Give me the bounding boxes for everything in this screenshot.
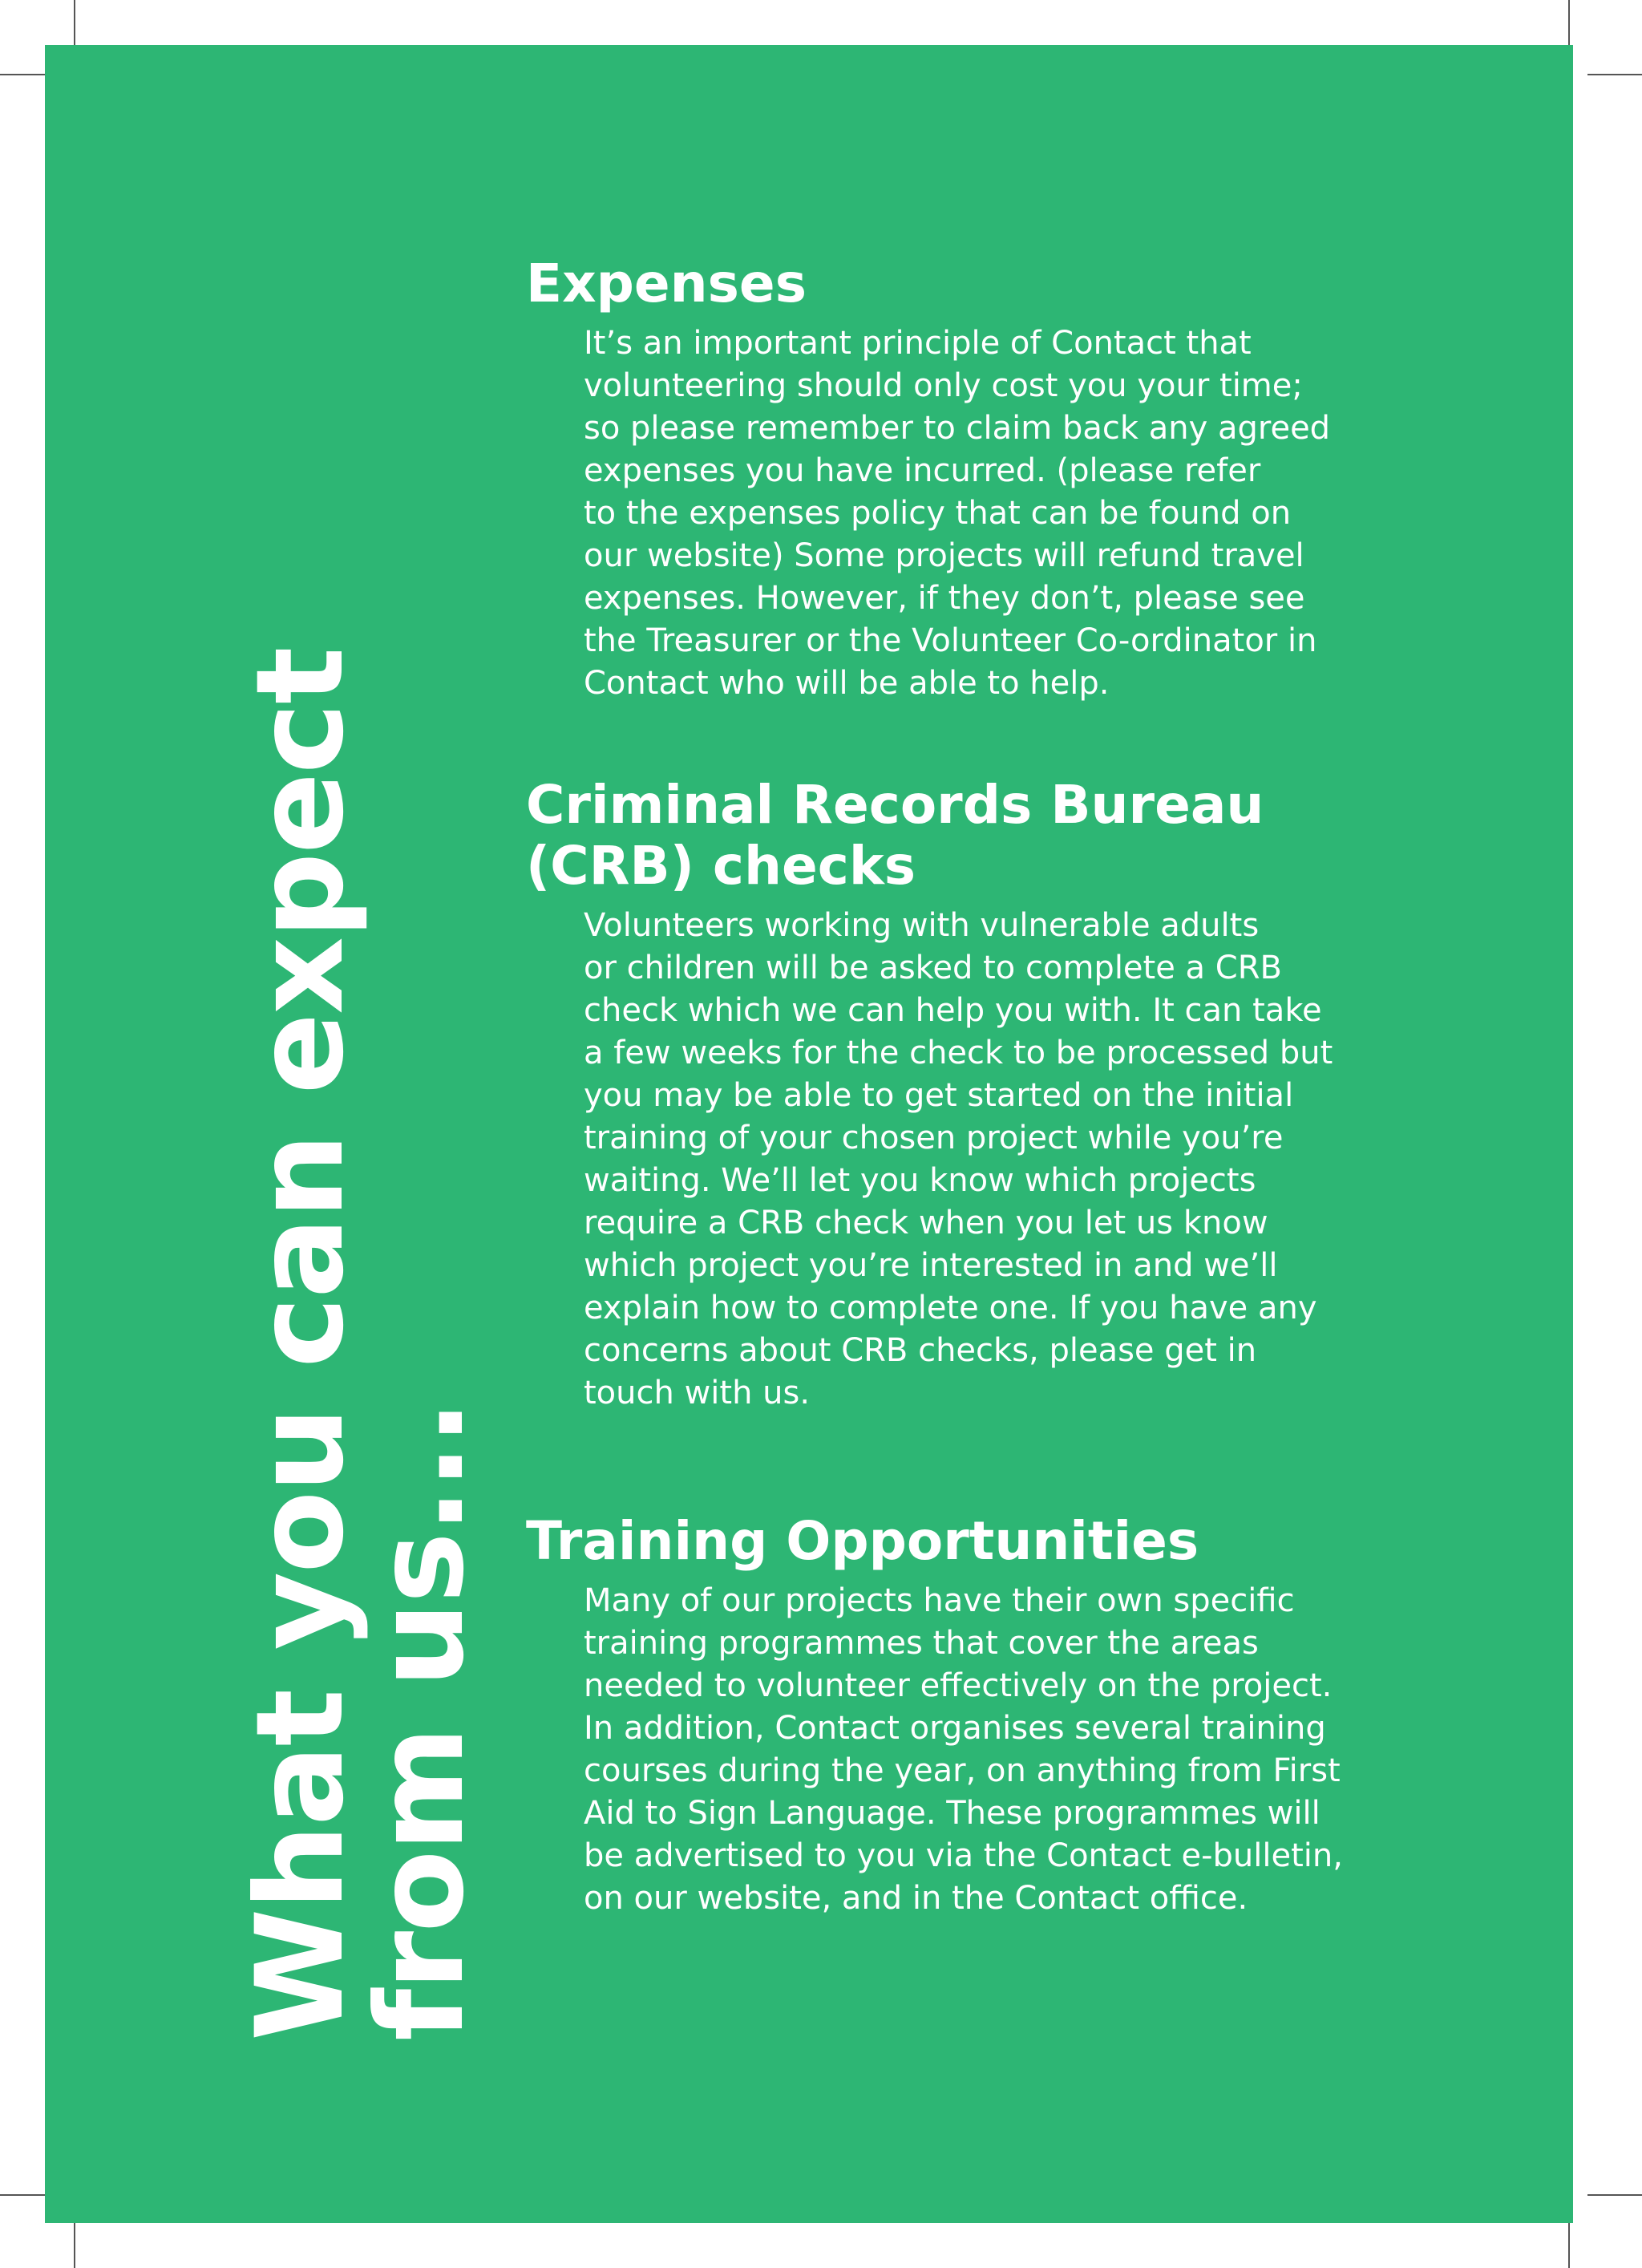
body-line: courses during the year, on anything from First <box>584 1752 1341 1789</box>
body-line: you may be able to get started on the initial <box>584 1077 1294 1114</box>
body-line: require a CRB check when you let us know <box>584 1205 1268 1241</box>
heading-line: Expenses <box>526 253 807 314</box>
body-line: concerns about CRB checks, please get in <box>584 1332 1257 1369</box>
section-crb-checks <box>526 775 1440 1415</box>
body-line: Many of our projects have their own specific <box>584 1582 1295 1619</box>
body-line: which project you’re interested in and we’ll <box>584 1247 1278 1284</box>
body-line: our website) Some projects will refund travel <box>584 537 1304 574</box>
section-body <box>584 905 1450 1415</box>
body-line: In addition, Contact organises several training <box>584 1710 1326 1747</box>
crop-mark <box>1587 74 1642 75</box>
body-line: or children will be asked to complete a CRB <box>584 950 1282 986</box>
body-line: Contact who will be able to help. <box>584 665 1110 702</box>
body-line: Aid to Sign Language. These programmes will <box>584 1795 1320 1832</box>
body-line: to the expenses policy that can be found on <box>584 495 1292 532</box>
body-line: training programmes that cover the areas <box>584 1625 1259 1662</box>
body-line: It’s an important principle of Contact that <box>584 325 1252 362</box>
body-line: Volunteers working with vulnerable adults <box>584 907 1260 944</box>
section-body <box>584 322 1450 705</box>
body-line: expenses. However, if they don’t, please see <box>584 580 1305 617</box>
section-heading <box>526 775 1440 897</box>
section-heading <box>526 1511 1440 1572</box>
heading-line: Criminal Records Bureau <box>526 774 1264 836</box>
body-line: explain how to complete one. If you have any <box>584 1290 1317 1326</box>
body-line: training of your chosen project while you’re <box>584 1120 1284 1156</box>
body-line: touch with us. <box>584 1375 811 1411</box>
page-title <box>231 648 491 2041</box>
heading-line: (CRB) checks <box>526 835 916 897</box>
body-line: so please remember to claim back any agreed <box>584 410 1331 447</box>
section-heading <box>526 253 1440 314</box>
body-line: a few weeks for the check to be processed but <box>584 1035 1333 1071</box>
body-line: be advertised to you via the Contact e-bulletin, <box>584 1837 1343 1874</box>
body-line: on our website, and in the Contact office. <box>584 1880 1248 1917</box>
section-training-opportunities <box>526 1511 1440 1920</box>
body-line: the Treasurer or the Volunteer Co-ordinator in <box>584 622 1317 659</box>
title-line-1: What you can expect <box>231 648 370 2041</box>
heading-line: Training Opportunities <box>526 1510 1199 1572</box>
section-body <box>584 1580 1450 1920</box>
body-line: expenses you have incurred. (please refer <box>584 452 1261 489</box>
crop-mark <box>1587 2194 1642 2196</box>
body-line: waiting. We’ll let you know which projects <box>584 1162 1256 1199</box>
body-line: check which we can help you with. It can take <box>584 992 1322 1029</box>
body-line: volunteering should only cost you your time; <box>584 367 1303 404</box>
body-line: needed to volunteer effectively on the project. <box>584 1667 1333 1704</box>
title-line-2: from us... <box>351 1401 491 2041</box>
section-expenses <box>526 253 1440 705</box>
